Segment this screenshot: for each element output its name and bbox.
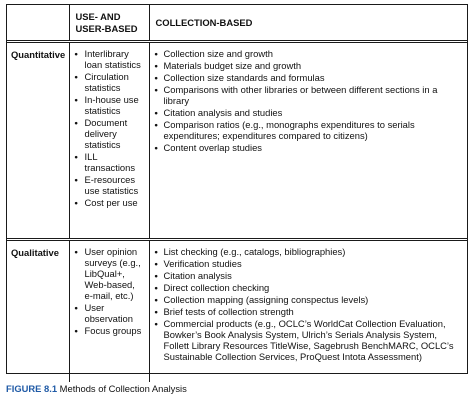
qualitative-use-based-list xyxy=(70,241,149,336)
list-item: • Collection mapping (assigning conspectus levels) xyxy=(154,294,464,305)
qualitative-collection-based-list xyxy=(150,241,468,362)
list-item: • ILL transactions xyxy=(74,151,145,173)
table-header-row xyxy=(7,5,467,42)
collection-analysis-table xyxy=(7,5,467,382)
row-label-qualitative: Qualitative xyxy=(7,240,69,383)
list-item: • Document delivery statistics xyxy=(74,117,145,150)
list-item: • Brief tests of collection strength xyxy=(154,306,464,317)
list-item: • Verification studies xyxy=(154,258,464,269)
list-item: • Collection size and growth xyxy=(154,48,464,59)
list-item: • Materials budget size and growth xyxy=(154,60,464,71)
list-item: • Cost per use xyxy=(74,197,145,208)
row-label-quantitative: Quantitative xyxy=(7,42,69,240)
list-item: • Commercial products (e.g., OCLC’s WorldCat Collection Evaluation, Bowker’s Book Analysis System, Ulrich’s Serials Analysis System, Follett Library Resources TitleWise, Sagebrush BenchMARC, OCLC’s Sustainable Collection Services, ProQuest Intota Assessment) xyxy=(154,318,464,362)
list-item: • Circulation statistics xyxy=(74,71,145,93)
list-item: • List checking (e.g., catalogs, bibliographies) xyxy=(154,246,464,257)
list-item: • User observation xyxy=(74,302,145,324)
header-blank-cell xyxy=(7,5,69,42)
header-use-based: USE- AND USER-BASED xyxy=(69,5,149,42)
list-item: • Citation analysis xyxy=(154,270,464,281)
cell-quantitative-use-based xyxy=(69,42,149,240)
list-item: • Interlibrary loan statistics xyxy=(74,48,145,70)
figure-label: FIGURE 8.1 xyxy=(6,383,58,394)
list-item: • Direct collection checking xyxy=(154,282,464,293)
header-collection-based: COLLECTION-BASED xyxy=(149,5,467,42)
table-row-quantitative xyxy=(7,42,467,240)
list-item: • Citation analysis and studies xyxy=(154,107,464,118)
list-item: • Content overlap studies xyxy=(154,142,464,153)
list-item: • User opinion surveys (e.g., LibQual+, Web-based, e-mail, etc.) xyxy=(74,246,145,301)
quantitative-use-based-list xyxy=(70,43,149,208)
figure-caption xyxy=(6,383,187,394)
list-item: • In-house use statistics xyxy=(74,94,145,116)
cell-quantitative-collection-based xyxy=(149,42,467,240)
list-item: • Comparison ratios (e.g., monographs expenditures to serials expenditures; expenditures compared to citizens) xyxy=(154,119,464,141)
list-item: • Collection size standards and formulas xyxy=(154,72,464,83)
figure-caption-text: Methods of Collection Analysis xyxy=(57,383,187,394)
cell-qualitative-use-based xyxy=(69,240,149,383)
cell-qualitative-collection-based xyxy=(149,240,467,383)
quantitative-collection-based-list xyxy=(150,43,468,153)
list-item: • Comparisons with other libraries or between different sections in a library xyxy=(154,84,464,106)
table-row-qualitative xyxy=(7,240,467,383)
list-item: • Focus groups xyxy=(74,325,145,336)
collection-analysis-table-frame xyxy=(6,4,468,374)
list-item: • E-resources use statistics xyxy=(74,174,145,196)
